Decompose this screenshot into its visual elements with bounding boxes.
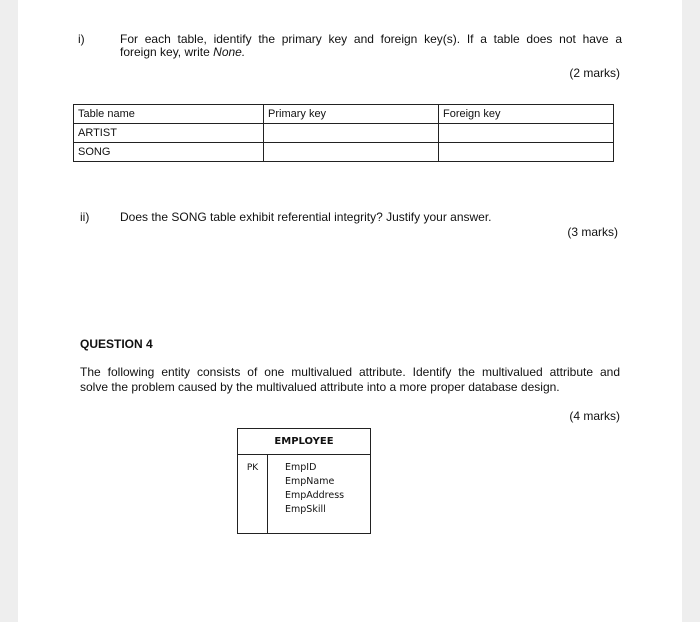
keys-table <box>73 104 614 162</box>
table-row-artist <box>74 124 614 143</box>
question4-marks: (4 marks) <box>569 409 620 423</box>
row-song-primary-key <box>264 143 439 162</box>
part-ii-marks: (3 marks) <box>567 225 618 239</box>
part-ii-text: Does the SONG table exhibit referential integrity? Justify your answer. <box>120 210 492 224</box>
part-i-text-line1: For each table, identify the primary key and foreign key(s). If a table does not have a <box>120 32 622 46</box>
part-i-text-line2 <box>120 45 622 60</box>
entity-attributes <box>285 461 344 517</box>
attribute-empid: EmpID <box>285 462 317 473</box>
header-table-name: Table name <box>74 105 264 124</box>
entity-pk-label: PK <box>238 455 268 533</box>
question4-title: QUESTION 4 <box>80 337 153 351</box>
part-i-number: i) <box>78 32 85 46</box>
part-ii-number: ii) <box>80 210 90 224</box>
row-artist-primary-key <box>264 124 439 143</box>
employee-entity <box>237 428 371 534</box>
row-artist-name: ARTIST <box>74 124 264 143</box>
question4-text-line2: solve the problem caused by the multivalued attribute into a more proper database design. <box>80 380 560 394</box>
part-i-marks: (2 marks) <box>569 66 620 80</box>
question4-text-line1: The following entity consists of one multivalued attribute. Identify the multivalued attribute and <box>80 365 620 379</box>
attribute-empname: EmpName <box>285 476 335 487</box>
attribute-empaddress: EmpAddress <box>285 490 345 501</box>
part-i-text-line2-prefix: foreign key, write <box>120 45 214 59</box>
row-song-foreign-key <box>439 143 614 162</box>
entity-name: EMPLOYEE <box>238 429 370 455</box>
row-song-name: SONG <box>74 143 264 162</box>
keys-table-header-row <box>74 105 614 124</box>
attribute-empskill: EmpSkill <box>285 504 326 515</box>
document-page <box>18 0 682 622</box>
part-i-none-italic: None. <box>213 45 246 59</box>
entity-body <box>238 455 370 533</box>
header-primary-key: Primary key <box>264 105 439 124</box>
table-row-song <box>74 143 614 162</box>
header-foreign-key: Foreign key <box>439 105 614 124</box>
row-artist-foreign-key <box>439 124 614 143</box>
